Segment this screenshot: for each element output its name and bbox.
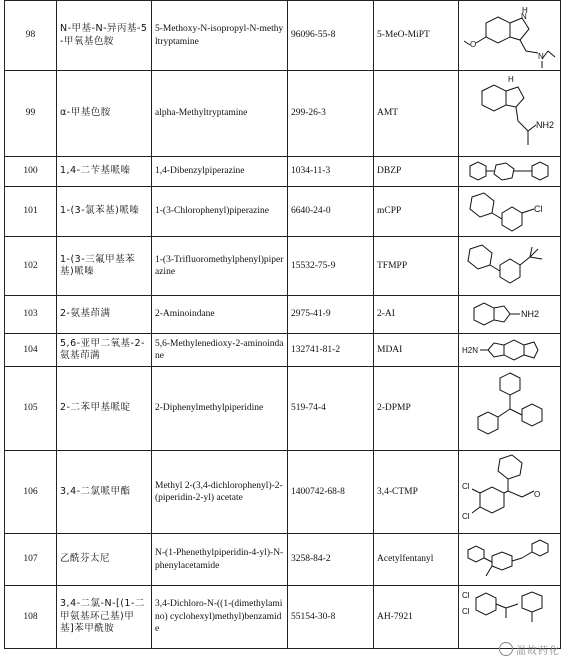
row-number: 98 xyxy=(5,1,57,71)
chinese-name: 2-氨基茚满 xyxy=(57,296,152,334)
table-row xyxy=(5,296,561,334)
chinese-name: 乙酰芬太尼 xyxy=(57,534,152,586)
english-name: 5,6-Methylenedioxy-2-aminoindane xyxy=(152,334,288,367)
abbreviation: Acetylfentanyl xyxy=(374,534,459,586)
nh-label: H xyxy=(508,74,514,84)
structure-acetylfentanyl xyxy=(459,534,561,586)
cl-label: Cl xyxy=(462,606,470,616)
row-number: 105 xyxy=(5,367,57,451)
table-row xyxy=(5,71,561,157)
cas-number: 96096-55-8 xyxy=(288,1,374,71)
nh2-label: NH2 xyxy=(536,119,555,130)
controlled-substances-table xyxy=(4,0,561,649)
abbreviation: AH-7921 xyxy=(374,586,459,649)
table-row xyxy=(5,451,561,534)
english-name: 1-(3-Trifluoromethylphenyl)piperazine xyxy=(152,237,288,296)
structure-amt xyxy=(459,71,561,157)
chinese-name: 1,4-二苄基哌嗪 xyxy=(57,157,152,187)
table-row xyxy=(5,334,561,367)
structure-mdai xyxy=(459,334,561,367)
structure-2-ai xyxy=(459,296,561,334)
row-number: 104 xyxy=(5,334,57,367)
english-name: 2-Diphenylmethylpiperidine xyxy=(152,367,288,451)
cas-number: 1400742-68-8 xyxy=(288,451,374,534)
structure-2-dpmp xyxy=(459,367,561,451)
cl-label: Cl xyxy=(462,511,470,521)
abbreviation: 3,4-CTMP xyxy=(374,451,459,534)
structure-5-meo-mipt xyxy=(459,1,561,71)
cl-label: Cl xyxy=(534,203,543,214)
table-row xyxy=(5,1,561,71)
table-row xyxy=(5,187,561,237)
table-row xyxy=(5,157,561,187)
chinese-name: 1-(3-三氟甲基苯基)哌嗪 xyxy=(57,237,152,296)
abbreviation: MDAI xyxy=(374,334,459,367)
row-number: 103 xyxy=(5,296,57,334)
english-name: alpha-Methyltryptamine xyxy=(152,71,288,157)
row-number: 100 xyxy=(5,157,57,187)
svg-text:O: O xyxy=(534,489,541,499)
abbreviation: AMT xyxy=(374,71,459,157)
chinese-name: 2-二苯甲基哌啶 xyxy=(57,367,152,451)
row-number: 101 xyxy=(5,187,57,237)
chinese-name: 5,6-亚甲二氧基-2-氨基茚满 xyxy=(57,334,152,367)
abbreviation: DBZP xyxy=(374,157,459,187)
structure-mcpp xyxy=(459,187,561,237)
watermark xyxy=(499,642,560,657)
english-name: N-(1-Phenethylpiperidin-4-yl)-N-phenylacetamide xyxy=(152,534,288,586)
english-name: 3,4-Dichloro-N-((1-(dimethylamino) cyclohexyl)methyl)benzamide xyxy=(152,586,288,649)
cas-number: 299-26-3 xyxy=(288,71,374,157)
watermark-text: 温故药化 xyxy=(516,646,560,657)
table-row xyxy=(5,586,561,649)
abbreviation: 2-DPMP xyxy=(374,367,459,451)
chinese-name: N-甲基-N-异丙基-5-甲氧基色胺 xyxy=(57,1,152,71)
row-number: 108 xyxy=(5,586,57,649)
chinese-name: 3,4-二氯哌甲酯 xyxy=(57,451,152,534)
english-name: 5-Methoxy-N-isopropyl-N-methyltryptamine xyxy=(152,1,288,71)
cl-label: Cl xyxy=(462,590,470,600)
wechat-icon xyxy=(499,642,513,656)
cas-number: 3258-84-2 xyxy=(288,534,374,586)
cas-number: 15532-75-9 xyxy=(288,237,374,296)
row-number: 107 xyxy=(5,534,57,586)
table-row xyxy=(5,534,561,586)
row-number: 106 xyxy=(5,451,57,534)
chinese-name: 1-(3-氯苯基)哌嗪 xyxy=(57,187,152,237)
structure-tfmpp xyxy=(459,237,561,296)
cas-number: 519-74-4 xyxy=(288,367,374,451)
cas-number: 55154-30-8 xyxy=(288,586,374,649)
cas-number: 1034-11-3 xyxy=(288,157,374,187)
cl-label: Cl xyxy=(462,481,470,491)
svg-text:N: N xyxy=(521,11,527,21)
row-number: 102 xyxy=(5,237,57,296)
svg-text:H: H xyxy=(522,5,528,15)
english-name: 1-(3-Chlorophenyl)piperazine xyxy=(152,187,288,237)
chinese-name: 3,4-二氯-N-[(1-二甲氨基环己基)甲基]苯甲酰胺 xyxy=(57,586,152,649)
nh2-label: NH2 xyxy=(521,308,540,319)
english-name: 1,4-Dibenzylpiperazine xyxy=(152,157,288,187)
row-number: 99 xyxy=(5,71,57,157)
abbreviation: 5-MeO-MiPT xyxy=(374,1,459,71)
english-name: Methyl 2-(3,4-dichlorophenyl)-2-(piperidin-2-yl) acetate xyxy=(152,451,288,534)
cas-number: 6640-24-0 xyxy=(288,187,374,237)
abbreviation: TFMPP xyxy=(374,237,459,296)
cas-number: 2975-41-9 xyxy=(288,296,374,334)
english-name: 2-Aminoindane xyxy=(152,296,288,334)
structure-3-4-ctmp xyxy=(459,451,561,534)
structure-dbzp xyxy=(459,157,561,187)
abbreviation: mCPP xyxy=(374,187,459,237)
table-row xyxy=(5,367,561,451)
chinese-name: α-甲基色胺 xyxy=(57,71,152,157)
svg-text:O: O xyxy=(470,39,477,49)
structure-ah-7921 xyxy=(459,586,561,649)
svg-text:N: N xyxy=(538,51,544,61)
h2n-label: H2N xyxy=(462,345,479,355)
table-row xyxy=(5,237,561,296)
abbreviation: 2-AI xyxy=(374,296,459,334)
cas-number: 132741-81-2 xyxy=(288,334,374,367)
